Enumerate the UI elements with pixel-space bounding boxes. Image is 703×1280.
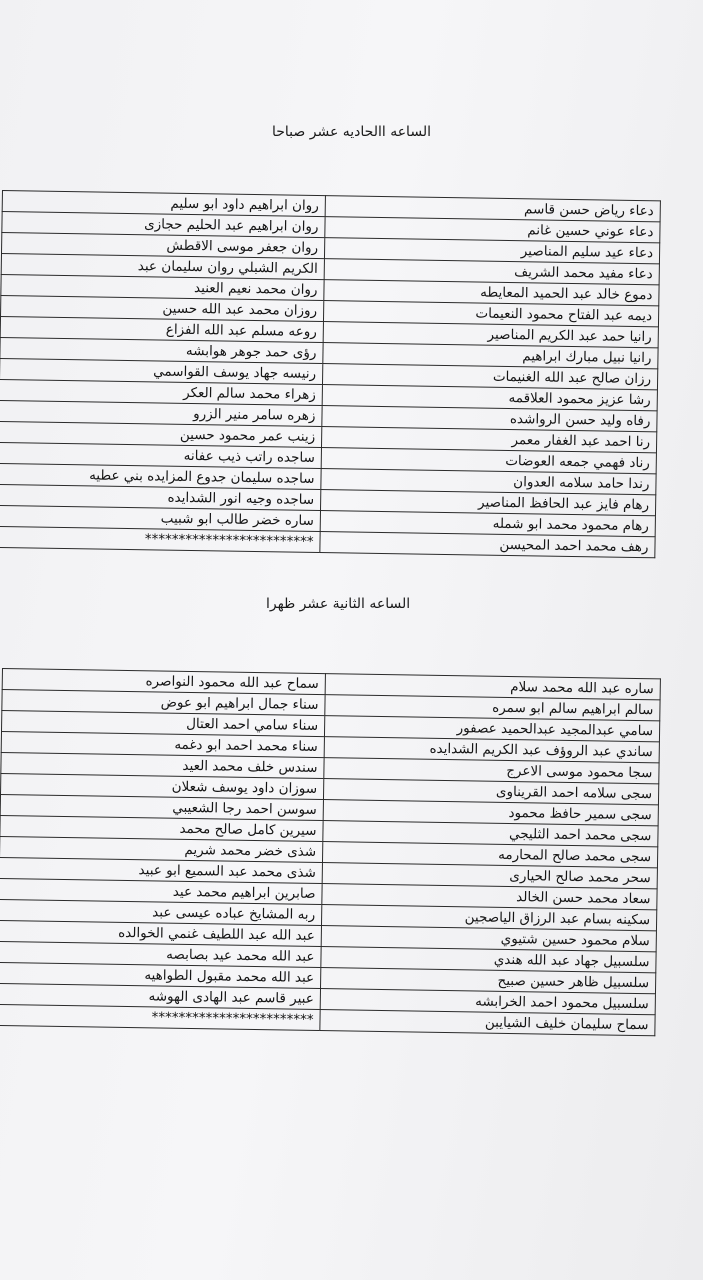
name-cell-right: رهف محمد احمد المحيسن [320, 532, 655, 558]
name-cell-right: رانيا حمد عبد الكريم المناصير [323, 322, 658, 348]
name-cell-left: سناء سامي احمد العتال [2, 711, 325, 737]
name-cell-right: سلسبيل محمود احمد الخرابشه [320, 989, 655, 1015]
name-cell-right: سكينه بسام عبد الرزاق الياصجين [321, 905, 656, 931]
name-cell-left: عبد الله محمد عيد بصابصه [0, 941, 321, 967]
name-cell-right: رانيا نبيل مبارك ابراهيم [323, 343, 658, 369]
name-cell-right: دعاء مفيد محمد الشريف [324, 259, 659, 285]
name-cell-left: شذى محمد عبد السميع ابو عبيد [0, 857, 322, 883]
name-cell-left: عبد الله عبد اللطيف غنمي الخوالده [0, 920, 321, 946]
name-cell-right: رنا احمد عبد الغفار معمر [321, 427, 656, 453]
name-cell-left: ************************* [0, 526, 320, 552]
name-cell-left: صابرين ابراهيم محمد عيد [0, 878, 322, 904]
name-cell-left: سوزان داود يوسف شعلان [1, 773, 324, 799]
name-cell-right: ديمه عبد الفتاح محمود النعيمات [323, 301, 658, 327]
name-cell-left: سوسن احمد رجا الشعيبي [0, 794, 323, 820]
name-cell-left: زهره سامر منير الزرو [0, 400, 322, 426]
name-cell-right: رهام محمود محمد ابو شمله [320, 511, 655, 537]
name-cell-left: روزان محمد عبد الله حسين [1, 295, 324, 321]
section-heading-noon: الساعه الثانية عشر ظهرا [266, 596, 411, 612]
name-cell-left: ساجده راتب ذيب عفانه [0, 442, 321, 468]
name-cell-left: زينب عمر محمود حسين [0, 421, 322, 447]
name-cell-right: رناد فهمي جمعه العوضات [321, 448, 656, 474]
name-table-morning [0, 190, 661, 558]
name-cell-right: سلسبيل جهاد عبد الله هندي [321, 947, 656, 973]
name-cell-left: ساجده وجيه انور الشدايده [0, 484, 321, 510]
name-cell-right: سجى سمير حافظ محمود [323, 800, 658, 826]
name-cell-left: سناء جمال ابراهيم ابو عوض [2, 690, 325, 716]
name-cell-left: الكريم الشبلي روان سليمان عبد [1, 254, 324, 280]
name-cell-left: شذى خضر محمد شريم [0, 836, 323, 862]
name-cell-right: رندا حامد سلامه العدوان [321, 469, 656, 495]
name-cell-right: سحر محمد صالح الحيارى [322, 863, 657, 889]
name-cell-right: رزان صالح عبد الله الغنيمات [322, 364, 657, 390]
name-cell-left: ساره خضر طالب ابو شبيب [0, 505, 321, 531]
name-cell-right: سجى محمد صالح المحارمه [322, 842, 657, 868]
name-cell-left: روان ابراهيم عبد الحليم حجازى [2, 212, 325, 238]
name-cell-left: سندس خلف محمد العيد [1, 752, 324, 778]
name-cell-right: سجا محمود موسى الاعرج [324, 758, 659, 784]
name-cell-left: سيرين كامل صالح محمد [0, 815, 323, 841]
name-cell-right: رهام فايز عبد الحافظ المناصير [321, 490, 656, 516]
name-cell-left: رنيسه جهاد يوسف القواسمي [0, 358, 323, 384]
name-cell-left: روان محمد نعيم العنيد [1, 274, 324, 300]
name-cell-left: سناء محمد احمد ابو دغمه [1, 732, 324, 758]
name-cell-right: رفاه وليد حسن الرواشده [322, 406, 657, 432]
name-cell-left: عبد الله محمد مقبول الطواهيه [0, 962, 321, 988]
name-cell-right: ساندي عبد الروؤف عبد الكريم الشدايده [324, 737, 659, 763]
name-cell-right: سالم ابراهيم سالم ابو سمره [325, 695, 660, 721]
name-cell-right: سجى سلامه احمد القريناوى [323, 779, 658, 805]
name-cell-right: سلام محمود حسين شتيوي [321, 926, 656, 952]
name-cell-right: سجى محمد احمد الثليجي [323, 821, 658, 847]
name-cell-right: ساره عبد الله محمد سلام [325, 674, 660, 700]
name-cell-left: زهراء محمد سالم العكر [0, 379, 322, 405]
name-cell-left: ربه المشايخ عباده عيسى عبد [0, 899, 322, 925]
name-cell-left: سماح عبد الله محمود النواصره [2, 669, 325, 695]
name-cell-right: دعاء عوني حسين غانم [325, 217, 660, 243]
name-cell-right: سعاد محمد حسن الخالد [322, 884, 657, 910]
name-cell-left: روان جعفر موسى الاقطش [2, 233, 325, 259]
name-cell-right: سلسبيل ظاهر حسين صبيح [321, 968, 656, 994]
name-cell-left: روان ابراهيم داود ابو سليم [2, 191, 325, 217]
name-cell-left: روعه مسلم عبد الله الفزاع [0, 316, 323, 342]
name-cell-left: ساجده سليمان جدوع المزايده بني عطيه [0, 463, 321, 489]
name-cell-left: رؤى حمد جوهر هوابشه [0, 337, 323, 363]
name-cell-right: سامي عبدالمجيد عبدالحميد عصفور [324, 716, 659, 742]
name-cell-left: ************************ [0, 1004, 320, 1030]
name-cell-right: دعاء عيد سليم المناصير [324, 238, 659, 264]
name-cell-right: رشا عزيز محمود العلاقمه [322, 385, 657, 411]
name-cell-right: دموع خالد عبد الحميد المعايطه [324, 280, 659, 306]
name-cell-right: سماح سليمان خليف الشيايبن [320, 1010, 655, 1036]
name-table-noon [0, 668, 661, 1036]
name-cell-right: دعاء رياض حسن قاسم [325, 196, 660, 222]
section-heading-morning: الساعه االحاديه عشر صباحا [272, 124, 431, 140]
name-cell-left: عبير قاسم عبد الهادى الهوشه [0, 983, 321, 1009]
